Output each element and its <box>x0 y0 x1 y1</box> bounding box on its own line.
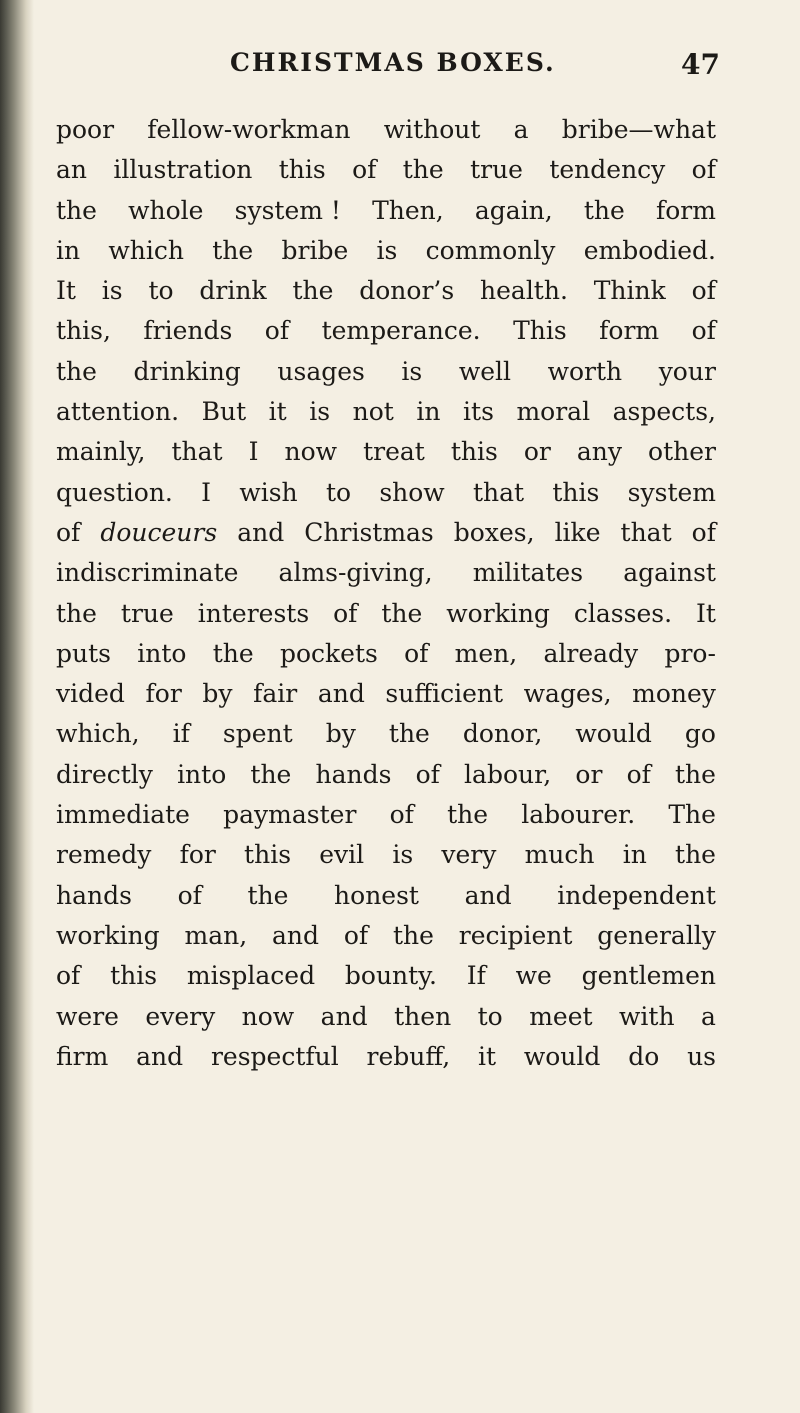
text-line <box>56 634 716 674</box>
word: that <box>171 437 223 467</box>
word: paymaster <box>223 800 357 830</box>
word: this <box>244 840 292 870</box>
word: remedy <box>56 840 152 870</box>
word: would <box>523 1041 601 1071</box>
word: true <box>470 155 523 185</box>
word: which, <box>56 719 140 749</box>
text-line <box>56 432 716 472</box>
word: boxes, <box>453 517 535 547</box>
word: an <box>56 155 88 185</box>
word: of <box>415 759 440 789</box>
word: it <box>478 1041 497 1071</box>
word: labour, <box>464 759 552 789</box>
running-title: CHRISTMAS BOXES. <box>230 48 556 77</box>
word: honest <box>334 880 419 910</box>
word: the <box>388 719 430 749</box>
text-line <box>56 271 716 311</box>
word: of <box>691 276 716 306</box>
word: of <box>56 961 81 991</box>
word: into <box>137 638 187 668</box>
word: in <box>622 840 647 870</box>
word: usages <box>277 356 365 386</box>
word: show <box>379 477 445 507</box>
word: this <box>450 437 498 467</box>
word: the <box>447 800 489 830</box>
word: to <box>325 477 352 507</box>
word: form <box>599 316 660 346</box>
word: firm <box>56 1041 109 1071</box>
word: But <box>201 397 247 427</box>
word: this, <box>56 316 111 346</box>
word: by <box>325 719 356 749</box>
word: the <box>56 195 97 225</box>
word: of <box>56 517 81 547</box>
word: Christmas <box>304 517 434 547</box>
word: the <box>402 155 444 185</box>
word: and <box>136 1041 184 1071</box>
text-line <box>56 311 716 351</box>
text-line <box>56 513 716 553</box>
word: and <box>464 880 512 910</box>
word: men, <box>454 638 518 668</box>
word: The <box>668 800 716 830</box>
word: the <box>250 759 292 789</box>
word: any <box>576 437 623 467</box>
word: if <box>172 719 190 749</box>
word: recipient <box>458 920 573 950</box>
word: form <box>656 195 716 225</box>
text-line <box>56 231 716 271</box>
text-line <box>56 150 716 190</box>
word: gentlemen <box>581 961 716 991</box>
word: of <box>626 759 651 789</box>
word: like <box>554 517 601 547</box>
word: It <box>56 276 76 306</box>
word: that <box>473 477 525 507</box>
text-line <box>56 997 716 1037</box>
word: into <box>177 759 227 789</box>
word: This <box>513 316 567 346</box>
text-line <box>56 392 716 432</box>
word: interests <box>197 598 310 628</box>
word: drinking <box>133 356 241 386</box>
word: the <box>56 598 97 628</box>
word: much <box>524 840 595 870</box>
word: I <box>248 437 259 467</box>
word: the <box>247 880 289 910</box>
word: us <box>687 1041 716 1071</box>
word: do <box>628 1041 660 1071</box>
word: labourer. <box>521 800 636 830</box>
word: and <box>271 920 319 950</box>
word: I <box>201 477 212 507</box>
word: every <box>145 1001 216 1031</box>
word: and <box>320 1001 368 1031</box>
word: donor’s <box>359 276 455 306</box>
word: by <box>202 679 233 709</box>
text-line <box>56 473 716 513</box>
word: your <box>658 356 716 386</box>
text-line <box>56 956 716 996</box>
word: worth <box>547 356 623 386</box>
word: of <box>264 316 290 346</box>
word: or <box>523 437 551 467</box>
word: the <box>583 195 625 225</box>
word: Think <box>593 276 666 306</box>
word: If <box>466 961 486 991</box>
word: friends <box>143 316 233 346</box>
word: respectful <box>210 1041 339 1071</box>
word: of <box>343 920 369 950</box>
word: the <box>292 276 334 306</box>
word: the <box>675 759 716 789</box>
word: bribe <box>281 235 349 265</box>
word: rebuff, <box>366 1041 451 1071</box>
word: of <box>333 598 358 628</box>
word: the <box>675 840 716 870</box>
word: is <box>376 235 398 265</box>
text-line <box>56 110 716 150</box>
text-line <box>56 191 716 231</box>
text-line <box>56 755 716 795</box>
word: system <box>627 477 716 507</box>
word: wish <box>239 477 298 507</box>
word: again, <box>474 195 553 225</box>
word: to <box>148 276 174 306</box>
word: it <box>268 397 287 427</box>
binding-edge <box>0 0 34 1413</box>
word: the <box>212 235 254 265</box>
word: in <box>416 397 441 427</box>
word: now <box>284 437 338 467</box>
word: for <box>179 840 216 870</box>
text-line <box>56 352 716 392</box>
word: the <box>212 638 254 668</box>
word: sufficient <box>385 679 504 709</box>
word: question. <box>56 477 173 507</box>
word: alms-giving, <box>278 558 433 588</box>
word: aspects, <box>612 397 716 427</box>
word: go <box>684 719 716 749</box>
word: and <box>237 517 285 547</box>
word: meet <box>529 1001 593 1031</box>
body-text <box>56 110 716 1077</box>
word: now <box>241 1001 295 1031</box>
word: is <box>101 276 123 306</box>
word: for <box>145 679 182 709</box>
word: mainly, <box>56 437 146 467</box>
word: of <box>404 638 429 668</box>
italic-word: douceurs <box>100 517 218 547</box>
page-number: 47 <box>681 48 720 81</box>
word: spent <box>222 719 293 749</box>
word: well <box>458 356 511 386</box>
word: immediate <box>56 800 190 830</box>
word: generally <box>597 920 716 950</box>
word: we <box>515 961 552 991</box>
word: fair <box>253 679 298 709</box>
word: is <box>309 397 331 427</box>
word: moral <box>516 397 591 427</box>
word: temperance. <box>321 316 481 346</box>
word: that <box>620 517 672 547</box>
word: wages, <box>523 679 612 709</box>
word: of <box>691 316 716 346</box>
word: and <box>317 679 365 709</box>
word: militates <box>472 558 584 588</box>
word: the <box>56 356 97 386</box>
word: treat <box>363 437 425 467</box>
word: in <box>56 235 81 265</box>
word: hands <box>315 759 392 789</box>
word: which <box>108 235 184 265</box>
word: classes. <box>573 598 673 628</box>
word: against <box>623 558 716 588</box>
word: donor, <box>462 719 543 749</box>
word: working <box>446 598 550 628</box>
word: It <box>695 598 716 628</box>
word: system ! <box>234 195 341 225</box>
text-line <box>56 714 716 754</box>
word: this <box>552 477 600 507</box>
word: directly <box>56 759 153 789</box>
word: true <box>120 598 174 628</box>
word: already <box>543 638 639 668</box>
word: then <box>394 1001 452 1031</box>
word: embodied. <box>583 235 716 265</box>
word: drink <box>199 276 267 306</box>
word: attention. <box>56 397 180 427</box>
word: this <box>278 155 326 185</box>
word: of <box>691 155 716 185</box>
word: health. <box>480 276 568 306</box>
word: puts <box>56 638 111 668</box>
word: or <box>575 759 603 789</box>
word: pro- <box>664 638 716 668</box>
word: poor <box>56 115 115 144</box>
word: very <box>441 840 497 870</box>
word: a <box>701 1001 716 1031</box>
word: whole <box>128 195 204 225</box>
word: illustration <box>113 155 253 185</box>
word: of <box>177 880 202 910</box>
word: Then, <box>372 195 444 225</box>
word: misplaced <box>186 961 316 991</box>
text-line <box>56 1037 716 1077</box>
word: other <box>648 437 716 467</box>
word: of <box>691 517 716 547</box>
word: without <box>383 115 481 144</box>
running-head <box>60 48 720 88</box>
word: to <box>477 1001 503 1031</box>
word: would <box>575 719 652 749</box>
word: not <box>352 397 394 427</box>
word: is <box>392 840 414 870</box>
word: man, <box>184 920 248 950</box>
word: commonly <box>425 235 556 265</box>
word: were <box>56 1001 119 1031</box>
text-line <box>56 916 716 956</box>
word: tendency <box>549 155 666 185</box>
text-line <box>56 795 716 835</box>
word: independent <box>557 880 716 910</box>
word: the <box>392 920 434 950</box>
text-line <box>56 674 716 714</box>
text-line <box>56 553 716 593</box>
word: hands <box>56 880 132 910</box>
word: of <box>389 800 414 830</box>
word: with <box>619 1001 675 1031</box>
word: bribe—what <box>561 115 716 144</box>
text-line <box>56 876 716 916</box>
word: fellow-workman <box>147 115 351 144</box>
text-line <box>56 594 716 634</box>
text-line <box>56 835 716 875</box>
word: its <box>463 397 494 427</box>
word: of <box>352 155 377 185</box>
word: a <box>513 115 529 144</box>
word: is <box>401 356 423 386</box>
word: money <box>632 679 716 709</box>
word: indiscriminate <box>56 558 239 588</box>
word: this <box>110 961 158 991</box>
word: bounty. <box>344 961 437 991</box>
word: the <box>381 598 423 628</box>
word: pockets <box>279 638 378 668</box>
word: evil <box>319 840 365 870</box>
word: vided <box>56 679 125 709</box>
word: working <box>56 920 160 950</box>
